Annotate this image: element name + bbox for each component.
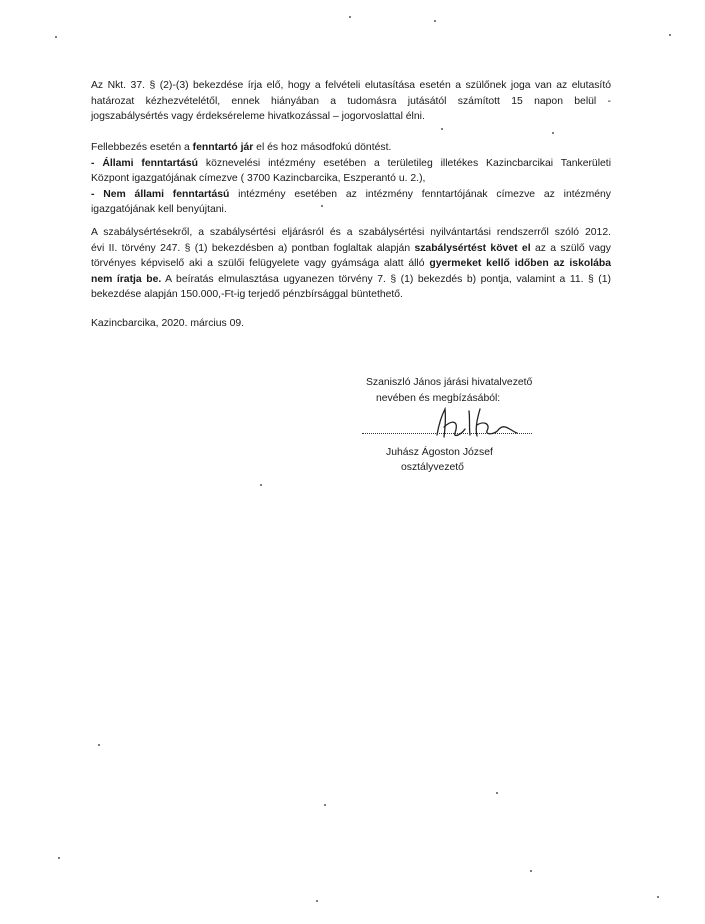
scan-speck [260,484,262,486]
text-run: az a szülő vagy [530,242,611,254]
signatory-name: Juhász Ágoston József [386,447,493,458]
appeal-rights-paragraph [91,78,611,125]
scan-speck [324,804,326,806]
text-line [91,187,611,203]
text-line: határozat kézhezvételétől, ennek hiányában a tudomásra jutásától számított 15 napon belül - [91,95,611,107]
scan-speck [669,34,671,36]
scan-speck [496,792,498,794]
appeal-procedure-paragraph [91,140,611,218]
bold-text-run: gyermeket kellő időben az iskolába [429,258,611,269]
text-run: köznevelési intézmény esetében a területileg illetékes Kazincbarcikai Tankerületi [198,157,611,169]
scan-speck [58,857,60,859]
scan-speck [98,744,100,746]
scan-speck [552,132,554,134]
text-run: el és hoz másodfokú döntést. [253,142,392,153]
signatory-line-1: Szaniszló János járási hivatalvezető [366,377,533,388]
text-line [91,156,611,172]
misdemeanor-paragraph [91,225,611,303]
scan-speck [316,900,318,902]
document-date: Kazincbarcika, 2020. március 09. [91,318,245,329]
text-line: bekezdése alapján 150.000,-Ft-ig terjedő pénzbírsággal büntethető. [91,289,403,300]
text-line [91,140,611,156]
text-line [91,241,611,257]
scan-speck [349,16,351,18]
text-run: törvényes képviselő aki a szülői felügyelete vagy gyámsága alatt álló [91,258,430,269]
text-line: jogszabálysértés vagy érdekséreleme hivatkozással – jogorvoslattal élni. [91,111,425,122]
text-line: Az Nkt. 37. § (2)-(3) bekezdése írja elő, hogy a felvételi elutasítása esetén a szülőnek joga van az elutasító [91,80,611,91]
scan-speck [441,128,443,130]
text-run: intézmény esetében az intézmény fenntartójának címezve az intézmény [229,188,611,200]
bold-text-run: fenntartó jár [192,142,254,153]
scan-speck [434,20,436,22]
scan-speck [55,36,57,38]
bold-text-run: - Állami fenntartású [91,157,199,169]
handwritten-signature [425,405,540,445]
text-line [91,256,611,272]
signatory-line-2: nevében és megbízásából: [376,393,501,404]
signatory-title: osztályvezető [401,462,464,473]
signature-line [362,433,532,434]
text-line: igazgatójának kell benyújtani. [91,204,227,215]
scan-speck [321,205,323,207]
bold-text-run: - Nem állami fenntartású [91,188,230,200]
text-run: évi II. törvény 247. § (1) bekezdésben a) pontban foglaltak alapján [91,242,415,254]
text-line [91,272,611,288]
bold-text-run: nem íratja be. [91,273,162,285]
scan-speck [530,870,532,872]
text-line: A szabálysértésekről, a szabálysértési eljárásról és a szabálysértési nyilvántartási rendszerről szóló 2012. [91,227,611,238]
text-run: Fellebbezés esetén a [91,142,193,153]
bold-text-run: szabálysértést követ el [414,242,531,254]
text-line: Központ igazgatójának címezve ( 3700 Kazincbarcika, Eszperantó u. 2.), [91,173,426,184]
scan-speck [657,896,659,898]
text-run: A beíratás elmulasztása ugyanezen törvény 7. § (1) bekezdés b) pontja, valamint a 11. § (1) [161,273,611,285]
